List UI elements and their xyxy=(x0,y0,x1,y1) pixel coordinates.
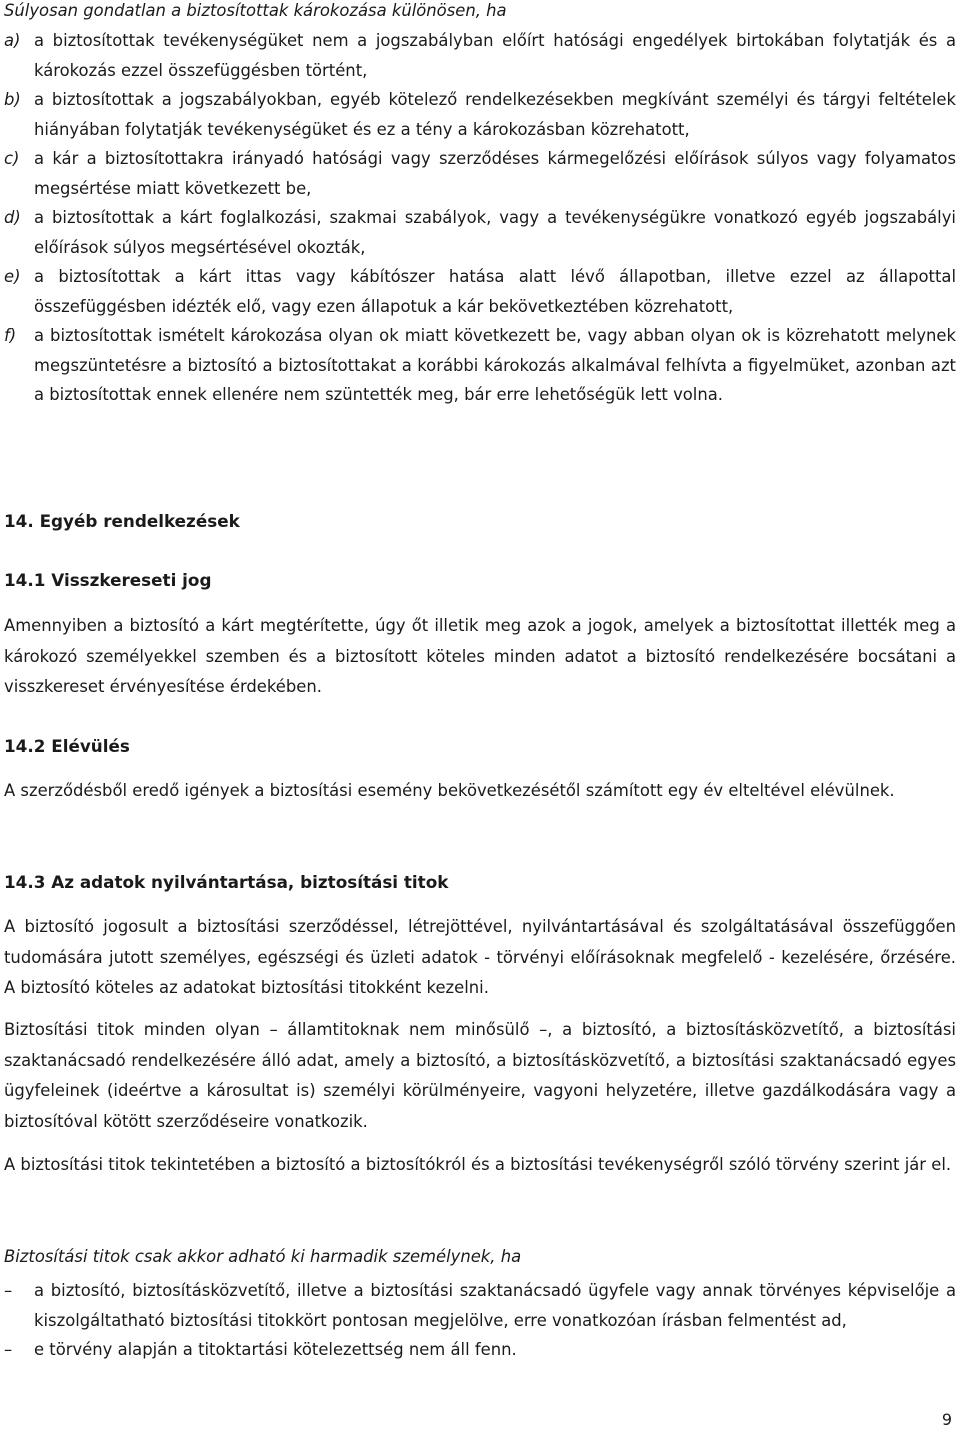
subsection-heading-data-secrecy: 14.3 Az adatok nyilvántartása, biztosítási titok xyxy=(4,872,449,892)
list-item-text: a biztosítottak ismételt károkozása olyan ok miatt következett be, vagy abban olyan ok is közrehatott melynek megszüntetésre a biztosító a biztosítottakat a korábbi károkozás alkalmával felhívta a figyelmüket, azonban azt a biztosítottak ennek ellenére nem szüntették meg, bár erre lehetőségük lett volna. xyxy=(34,326,956,404)
list-item-text: a biztosító, biztosításközvetítő, illetve a biztosítási szaktanácsadó ügyfele vagy annak törvényes képviselője a kiszolgáltatható biztosítási titokkört pontosan megjelölve, erre vonatkozóan írásban felmentést ad, xyxy=(34,1281,956,1330)
list-intro: Súlyosan gondatlan a biztosítottak károkozása különösen, ha xyxy=(4,1,507,20)
list-item-text: a kár a biztosítottakra irányadó hatósági vagy szerződéses kármegelőzési előírások súlyos vagy folyamatos megsértése miatt következett be, xyxy=(34,149,956,198)
paragraph-secret-definition: Biztosítási titok minden olyan – államtitoknak nem minősülő –, a biztosító, a biztosításközvetítő, a biztosítási szaktanácsadó rendelkezésére álló adat, amely a biztosító, a biztosításközvetítő, a biztosítási szaktanácsadó egyes ügyfeleinek (ideértve a károsultat is) személyi körülményeire, vagyoni helyzetére, illetve gazdálkodására vagy a biztosítóval kötött szerződéseire vonatkozik. xyxy=(4,1020,956,1131)
dash-marker: – xyxy=(4,1281,13,1300)
subsection-heading-recourse: 14.1 Visszkereseti jog xyxy=(4,570,212,590)
conditions-list xyxy=(4,26,956,410)
disclosure-list xyxy=(4,1276,956,1365)
page-number: 9 xyxy=(941,1410,952,1429)
list-item-text: a biztosítottak a kárt foglalkozási, szakmai szabályok, vagy a tevékenységükre vonatkozó egyéb jogszabályi előírások súlyos megsértésével okozták, xyxy=(34,208,956,257)
dash-marker: – xyxy=(4,1340,13,1359)
list-marker: c) xyxy=(4,149,20,168)
list-marker: a) xyxy=(4,31,21,50)
list-item xyxy=(4,262,956,321)
subsection-heading-limitation: 14.2 Elévülés xyxy=(4,736,130,756)
disclosure-intro: Biztosítási titok csak akkor adható ki harmadik személynek, ha xyxy=(4,1247,522,1266)
list-item-text: a biztosítottak a kárt ittas vagy kábítószer hatása alatt lévő állapotban, illetve ezzel az állapottal összefüggésben idézték elő, vagy ezen állapotuk a kár bekövetkeztében közrehatott, xyxy=(34,267,956,316)
list-item-text: a biztosítottak tevékenységüket nem a jogszabályban előírt hatósági engedélyek birtokában folytatják és a károkozás ezzel összefüggésben történt, xyxy=(34,31,956,80)
list-marker: d) xyxy=(4,208,21,227)
list-marker: b) xyxy=(4,90,21,109)
list-item xyxy=(4,203,956,262)
paragraph-recourse: Amennyiben a biztosító a kárt megtérítette, úgy őt illetik meg azok a jogok, amelyek a biztosítottat illették meg a károkozó személyekkel szemben és a biztosított köteles minden adatot a biztosító rendelkezésére bocsátani a visszkereset érvényesítése érdekében. xyxy=(4,616,956,696)
list-item xyxy=(4,26,956,85)
paragraph-secret-law: A biztosítási titok tekintetében a biztosító a biztosítókról és a biztosítási tevékenységről szóló törvény szerint jár el. xyxy=(4,1155,952,1174)
paragraph-data-handling: A biztosító jogosult a biztosítási szerződéssel, létrejöttével, nyilvántartásával és szolgáltatásával összefüggően tudomására jutott személyes, egészségi és üzleti adatok - törvényi előírásoknak megfelelő - kezelésére, őrzésére. A biztosító köteles az adatokat biztosítási titokként kezelni. xyxy=(4,917,956,997)
list-item-text: e törvény alapján a titoktartási kötelezettség nem áll fenn. xyxy=(34,1340,517,1359)
list-marker: e) xyxy=(4,267,21,286)
list-item xyxy=(4,1276,956,1335)
list-item xyxy=(4,321,956,410)
list-item xyxy=(4,144,956,203)
section-heading: 14. Egyéb rendelkezések xyxy=(4,511,240,531)
paragraph-limitation: A szerződésből eredő igények a biztosítási esemény bekövetkezésétől számított egy év elteltével elévülnek. xyxy=(4,781,895,800)
list-item-text: a biztosítottak a jogszabályokban, egyéb kötelező rendelkezésekben megkívánt személyi és tárgyi feltételek hiányában folytatják tevékenységüket és ez a tény a károkozásban közrehatott, xyxy=(34,90,956,139)
list-marker: f) xyxy=(4,326,17,345)
list-item xyxy=(4,1335,956,1365)
list-item xyxy=(4,85,956,144)
